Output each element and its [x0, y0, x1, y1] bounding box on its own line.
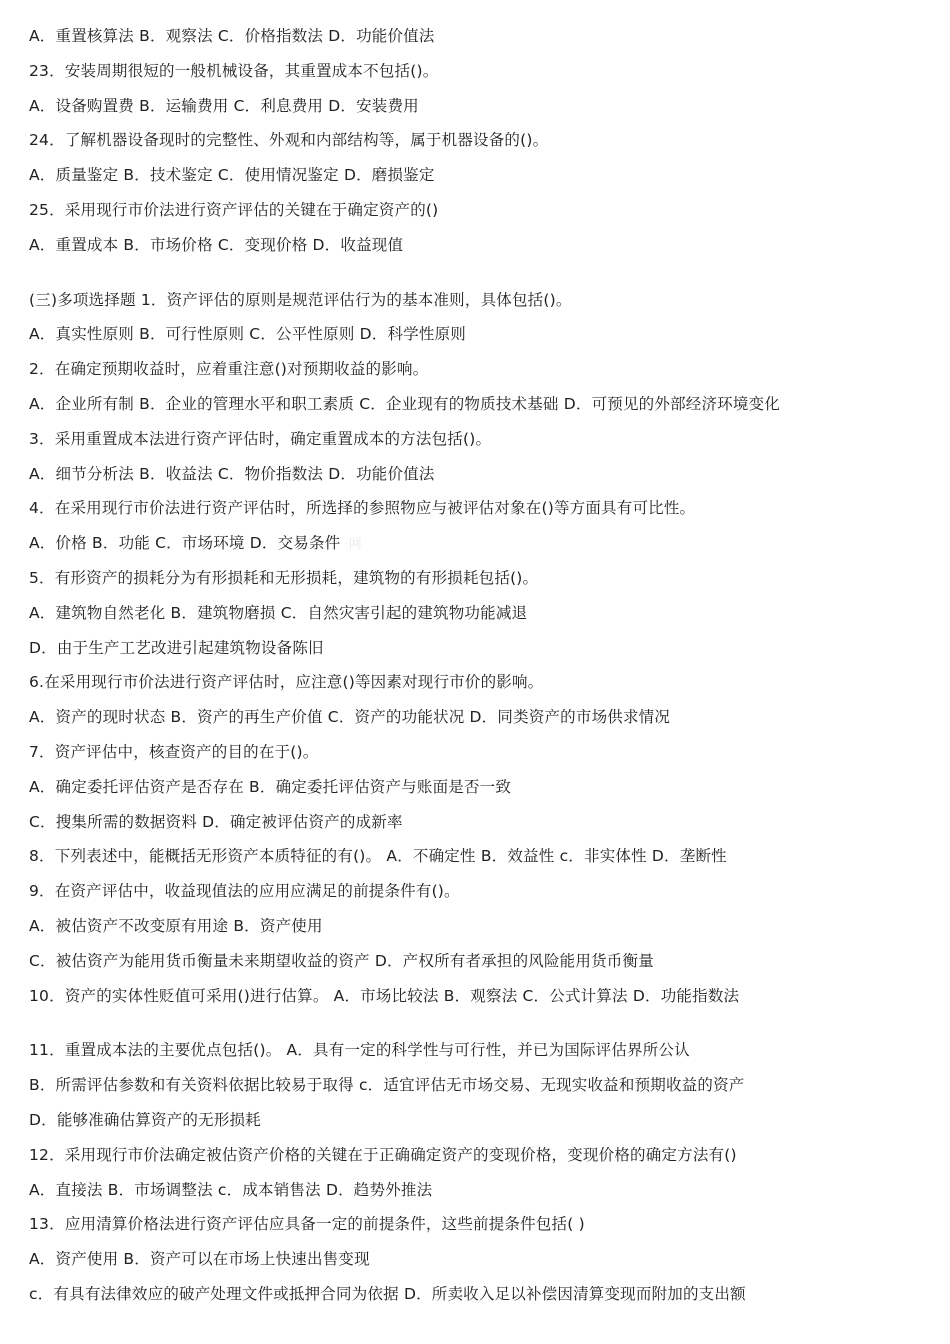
watermark-text: ·网 [344, 537, 362, 553]
question-7: 7．资产评估中，核查资产的目的在于()。 [29, 742, 319, 761]
options-1: A．真实性原则 B．可行性原则 C．公平性原则 D．科学性原则 [29, 325, 466, 344]
text-line: A．重置核算法 B．观察法 C．价格指数法 D．功能价值法 [29, 27, 435, 45]
options-7-c-d: C．搜集所需的数据资料 D．确定被评估资产的成新率 [29, 812, 403, 831]
question-8: 8．下列表述中，能概括无形资产本质特征的有()。 A．不确定性 B．效益性 c．非实体性 D．垄断性 [29, 847, 727, 866]
options-11-d: D．能够准确估算资产的无形损耗 [29, 1110, 261, 1129]
question-5: 5．有形资产的损耗分为有形损耗和无形损耗，建筑物的有形损耗包括()。 [29, 568, 539, 587]
question-10: 10．资产的实体性贬值可采用()进行估算。 A．市场比较法 B．观察法 C．公式计算法 D．功能指数法 [29, 986, 740, 1005]
options-24: A．质量鉴定 B．技术鉴定 C．使用情况鉴定 D．磨损鉴定 [29, 166, 435, 185]
section-gap [29, 268, 929, 288]
question-3: 3．采用重置成本法进行资产评估时，确定重置成本的方法包括()。 [29, 429, 492, 448]
question-25: 25．采用现行市价法进行资产评估的关键在于确定资产的() [29, 200, 439, 219]
options-13-c-d: c．有具有法律效应的破产处理文件或抵押合同为依据 D．所卖收入足以补偿因清算变现而附加的支出额 [29, 1284, 746, 1303]
options-5-a-c: A．建筑物自然老化 B．建筑物磨损 C．自然灾害引起的建筑物功能减退 [29, 603, 528, 622]
section-gap [29, 1018, 929, 1038]
question-12: 12．采用现行市价法确定被估资产价格的关键在于正确确定资产的变现价格，变现价格的确定方法有() [29, 1145, 737, 1164]
question-23: 23．安装周期很短的一般机械设备，其重置成本不包括()。 [29, 61, 439, 80]
question-11: 11．重置成本法的主要优点包括()。 A．具有一定的科学性与可行性，并已为国际评估界所公认 [29, 1041, 690, 1060]
section-heading-question-1: (三)多项选择题 1．资产评估的原则是规范评估行为的基本准则，具体包括()。 [29, 290, 572, 309]
options-6: A．资产的现时状态 B．资产的再生产价值 C．资产的功能状况 D．同类资产的市场供求情况 [29, 708, 671, 727]
options-7-a-b: A．确定委托评估资产是否存在 B．确定委托评估资产与账面是否一致 [29, 777, 512, 796]
options-9-c-d: C．被估资产为能用货币衡量未来期望收益的资产 D．产权所有者承担的风险能用货币衡量 [29, 951, 654, 970]
options-9-a-b: A．被估资产不改变原有用途 B．资产使用 [29, 916, 323, 935]
options-4 [29, 531, 929, 566]
options-4-text: A．价格 B．功能 C．市场环境 D．交易条件 [29, 534, 341, 553]
options-11-b-c: B．所需评估参数和有关资料依据比较易于取得 c．适宜评估无市场交易、无现实收益和预期收益的资产 [29, 1076, 745, 1095]
options-13-a-b: A．资产使用 B．资产可以在市场上快速出售变现 [29, 1250, 370, 1269]
options-5-d: D．由于生产工艺改进引起建筑物设备陈旧 [29, 638, 324, 657]
question-6: 6.在采用现行市价法进行资产评估时，应注意()等因素对现行市价的影响。 [29, 673, 544, 692]
question-4: 4．在采用现行市价法进行资产评估时，所选择的参照物应与被评估对象在()等方面具有可比性。 [29, 499, 696, 518]
question-2: 2．在确定预期收益时，应着重注意()对预期收益的影响。 [29, 360, 429, 379]
options-25: A．重置成本 B．市场价格 C．变现价格 D．收益现值 [29, 235, 404, 254]
options-23: A．设备购置费 B．运输费用 C．利息费用 D．安装费用 [29, 96, 419, 115]
options-3: A．细节分析法 B．收益法 C．物价指数法 D．功能价值法 [29, 464, 435, 483]
document-body [29, 24, 929, 1317]
question-9: 9．在资产评估中，收益现值法的应用应满足的前提条件有()。 [29, 882, 460, 901]
options-2: A．企业所有制 B．企业的管理水平和职工素质 C．企业现有的物质技术基础 D．可预见的外部经济环境变化 [29, 394, 780, 413]
question-24: 24．了解机器设备现时的完整性、外观和内部结构等，属于机器设备的()。 [29, 131, 549, 150]
question-13: 13．应用清算价格法进行资产评估应具备一定的前提条件，这些前提条件包括( ) [29, 1215, 585, 1234]
options-12: A．直接法 B．市场调整法 c．成本销售法 D．趋势外推法 [29, 1180, 433, 1199]
